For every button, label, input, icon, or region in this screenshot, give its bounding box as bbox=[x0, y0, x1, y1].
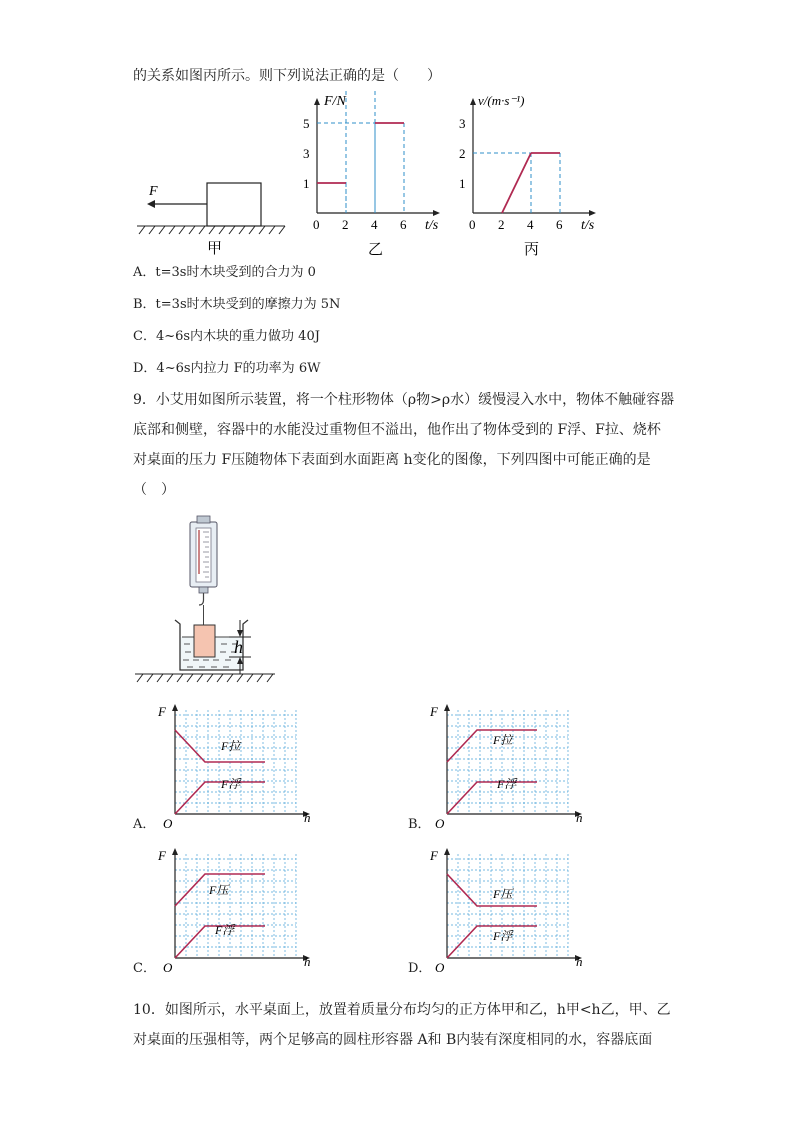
top-curve bbox=[175, 730, 265, 762]
y-arrow bbox=[172, 848, 178, 855]
q8-stem-tail: 的关系如图丙所示。则下列说法正确的是（ ） bbox=[133, 68, 441, 84]
q9-line-2: 底部和侧壁，容器中的水能没过重物但不溢出，他作出了物体受到的 F浮、F拉、烧杯 bbox=[133, 422, 661, 438]
spring-scale-setup bbox=[133, 512, 283, 687]
axis-x-label: h bbox=[576, 954, 583, 969]
figure-jia bbox=[133, 178, 293, 258]
axis-y-label: F bbox=[430, 704, 438, 719]
bottom-curve-label: F浮 bbox=[493, 929, 513, 943]
y-tick-1: 1 bbox=[459, 176, 466, 191]
q9-line-1: 9．小艾用如图所示装置，将一个柱形物体（ρ物>ρ水）缓慢浸入水中，物体不触碰容器 bbox=[133, 392, 675, 408]
bottom-curve bbox=[447, 926, 537, 958]
down-arrow bbox=[237, 630, 243, 637]
x-axis-label: t/s bbox=[425, 218, 439, 233]
x-tick-4: 4 bbox=[371, 217, 378, 232]
y-arrow bbox=[444, 848, 450, 855]
q10-line-1: 10．如图所示，水平桌面上，放置着质量分布均匀的正方体甲和乙，h甲<h乙，甲、乙 bbox=[133, 1002, 671, 1018]
x-tick-0: 0 bbox=[313, 217, 320, 232]
dotted-grid bbox=[447, 710, 568, 814]
q8-option-c[interactable]: C．4~6s内木块的重力做功 40J bbox=[133, 329, 320, 344]
bottom-curve-label: F浮 bbox=[497, 777, 517, 791]
arrow-head bbox=[147, 200, 155, 208]
q8-option-d[interactable]: D．4~6s内拉力 F的功率为 6W bbox=[133, 361, 321, 376]
y-arrow bbox=[470, 98, 476, 105]
graph-d bbox=[427, 846, 607, 976]
origin-label: O bbox=[435, 960, 445, 975]
graph-a bbox=[155, 702, 335, 832]
scale-bottom bbox=[199, 587, 208, 593]
dotted-grid bbox=[175, 854, 296, 958]
bottom-curve-label: F浮 bbox=[215, 923, 235, 937]
axis-x-label: h bbox=[304, 954, 311, 969]
y-arrow bbox=[444, 704, 450, 711]
y-tick-5: 5 bbox=[303, 116, 310, 131]
y-tick-3: 3 bbox=[459, 116, 466, 131]
depth-label: h bbox=[234, 637, 243, 657]
y-arrow bbox=[314, 98, 320, 105]
y-tick-3: 3 bbox=[303, 146, 310, 161]
origin-label: O bbox=[163, 960, 173, 975]
x-tick-2: 2 bbox=[498, 217, 505, 232]
axis-y-label: F bbox=[430, 848, 438, 863]
chart-yi-force-time bbox=[300, 88, 450, 258]
origin-label: O bbox=[163, 816, 173, 831]
q10-line-2: 对桌面的压强相等，两个足够高的圆柱形容器 A和 B内装有深度相同的水，容器底面 bbox=[133, 1032, 653, 1048]
q9-option-b[interactable]: B． bbox=[408, 817, 431, 832]
caption-jia: 甲 bbox=[207, 241, 223, 257]
y-arrow bbox=[172, 704, 178, 711]
scale-hook bbox=[199, 593, 204, 605]
wood-block bbox=[207, 183, 261, 226]
y-tick-1: 1 bbox=[303, 176, 310, 191]
table-hatch bbox=[135, 674, 275, 682]
q9-option-d[interactable]: D． bbox=[408, 961, 432, 976]
graph-c bbox=[155, 846, 335, 976]
q8-option-b[interactable]: B．t=3s时木块受到的摩擦力为 5N bbox=[133, 297, 341, 312]
axis-y-label: F bbox=[158, 704, 166, 719]
chart-bing-velocity-time bbox=[456, 88, 606, 258]
q9-line-3: 对桌面的压力 F压随物体下表面到水面距离 h变化的图像，下列四图中可能正确的是 bbox=[133, 452, 651, 468]
scale-top-cap bbox=[197, 516, 210, 523]
y-axis-label: v/(m·s⁻¹) bbox=[478, 93, 525, 108]
scale-window bbox=[196, 528, 211, 582]
top-curve-label: F压 bbox=[493, 887, 513, 901]
bottom-curve bbox=[175, 782, 265, 814]
x-tick-6: 6 bbox=[400, 217, 407, 232]
top-curve bbox=[447, 874, 537, 906]
x-tick-6: 6 bbox=[556, 217, 563, 232]
axis-x-label: h bbox=[304, 810, 311, 825]
top-curve-label: F拉 bbox=[493, 733, 513, 747]
x-axis-label: t/s bbox=[581, 218, 595, 233]
q9-option-c[interactable]: C． bbox=[133, 961, 156, 976]
axis-y-label: F bbox=[158, 848, 166, 863]
bottom-curve bbox=[447, 782, 537, 814]
x-tick-0: 0 bbox=[469, 217, 476, 232]
top-curve-label: F拉 bbox=[221, 739, 241, 753]
top-curve-label: F压 bbox=[209, 883, 229, 897]
axes bbox=[317, 102, 436, 213]
series-segment bbox=[502, 153, 531, 213]
x-arrow bbox=[433, 210, 440, 216]
q9-line-4: （ ） bbox=[133, 482, 175, 498]
ground-hatch bbox=[137, 226, 285, 234]
y-axis-label: F/N bbox=[324, 94, 346, 109]
caption-yi: 乙 bbox=[368, 242, 384, 258]
x-tick-2: 2 bbox=[342, 217, 349, 232]
axes bbox=[473, 102, 592, 213]
q9-option-a[interactable]: A． bbox=[133, 817, 156, 832]
caption-bing: 丙 bbox=[524, 242, 540, 258]
q8-option-a[interactable]: A．t=3s时木块受到的合力为 0 bbox=[133, 265, 316, 280]
origin-label: O bbox=[435, 816, 445, 831]
x-tick-4: 4 bbox=[527, 217, 534, 232]
top-curve bbox=[447, 730, 537, 762]
bottom-curve-label: F浮 bbox=[221, 777, 241, 791]
axis-x-label: h bbox=[576, 810, 583, 825]
y-tick-2: 2 bbox=[459, 146, 466, 161]
force-label: F bbox=[149, 184, 158, 199]
graph-b bbox=[427, 702, 607, 832]
x-arrow bbox=[589, 210, 596, 216]
cylinder-object bbox=[194, 625, 215, 657]
